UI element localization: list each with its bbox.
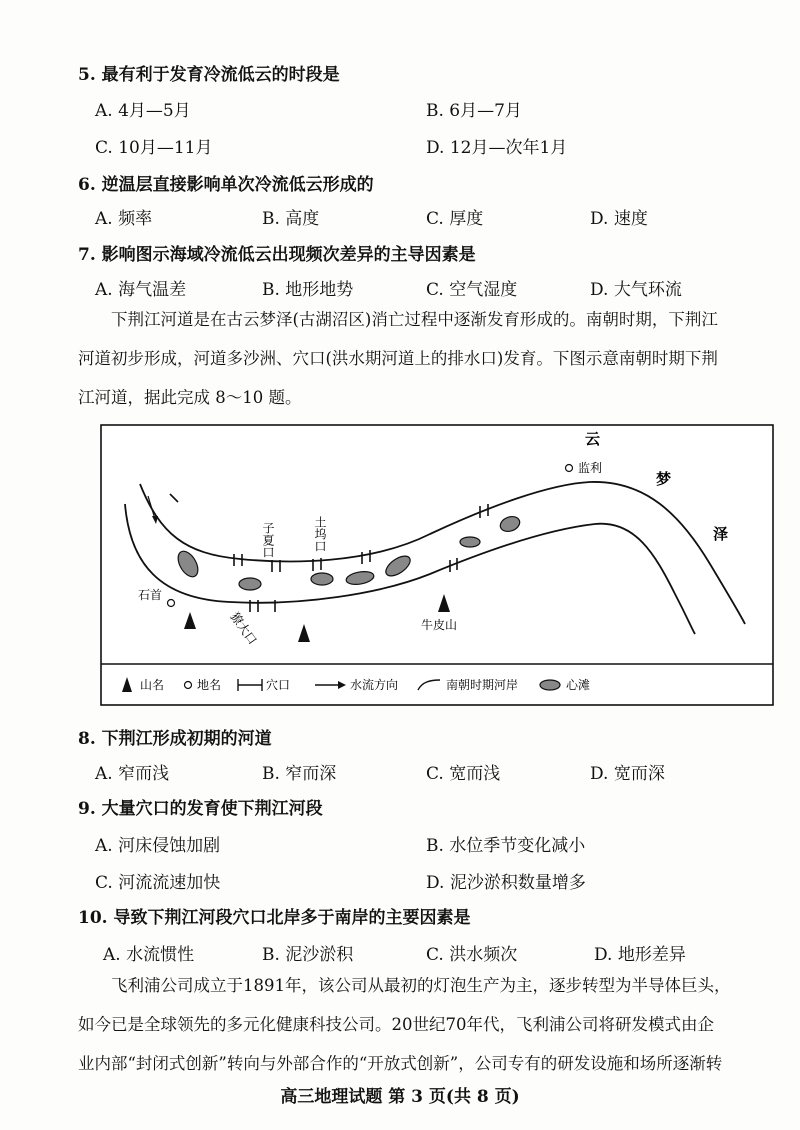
q9-option-d: D. 泥沙淤积数量增多: [426, 873, 586, 893]
page-footer: 高三地理试题 第 3 页(共 8 页): [280, 1087, 520, 1107]
label-tuwukou: 土坞口: [313, 516, 327, 552]
legend-place-icon: [185, 682, 192, 689]
jingjiang-river-map: [100, 424, 774, 706]
legend-bank-label: 南朝时期河岸: [446, 678, 519, 692]
shoal-3: [311, 573, 333, 585]
q9-option-c: C. 河流流速加快: [95, 873, 221, 893]
q5-option-a: A. 4月—5月: [95, 101, 191, 121]
q6-option-a: A. 频率: [95, 209, 153, 229]
q8-option-b: B. 窄而深: [262, 764, 337, 784]
question-8-stem: 8. 下荆江形成初期的河道: [78, 729, 272, 749]
place-shishou-marker: [168, 600, 175, 607]
q10-option-a: A. 水流惯性: [103, 945, 195, 965]
legend-flow-label: 水流方向: [350, 678, 399, 692]
legend-mountain-label: 山名: [140, 678, 165, 692]
shoal-6: [460, 537, 480, 547]
label-yun: 云: [585, 430, 601, 448]
legend-outlet-label: 穴口: [266, 678, 291, 692]
place-jianli-marker: [566, 465, 573, 472]
legend-shoal-label: 心滩: [566, 678, 591, 692]
q7-option-c: C. 空气湿度: [426, 280, 518, 300]
question-6-stem: 6. 逆温层直接影响单次冷流低云形成的: [78, 175, 374, 195]
label-jianli: 监利: [578, 461, 603, 475]
q7-option-a: A. 海气温差: [95, 280, 187, 300]
label-meng: 梦: [656, 470, 672, 488]
q8-option-d: D. 宽而深: [590, 764, 665, 784]
legend-place-label: 地名: [197, 678, 222, 692]
question-10-stem: 10. 导致下荆江河段穴口北岸多于南岸的主要因素是: [78, 908, 471, 928]
passage-jingjiang-line-3: 江河道，据此完成 8～10 题。: [78, 388, 302, 407]
q7-option-b: B. 地形地势: [262, 280, 354, 300]
shoal-2: [239, 578, 261, 590]
q9-option-b: B. 水位季节变化减小: [426, 836, 586, 856]
passage-philips-line-2: 如今已是全球领先的多元化健康科技公司。20世纪70年代，飞利浦公司将研发模式由企: [78, 1015, 714, 1034]
question-9-stem: 9. 大量穴口的发育使下荆江河段: [78, 799, 323, 819]
passage-philips: [78, 966, 768, 1083]
q6-option-b: B. 高度: [262, 209, 320, 229]
question-5-stem: 5. 最有利于发育冷流低云的时段是: [78, 65, 340, 85]
q10-option-d: D. 地形差异: [594, 945, 686, 965]
label-niupishan: 牛皮山: [421, 618, 458, 632]
label-shishou: 石首: [138, 588, 163, 602]
q6-option-c: C. 厚度: [426, 209, 484, 229]
q8-option-c: C. 宽而浅: [426, 764, 501, 784]
passage-jingjiang-line-2: 河道初步形成，河道多沙洲、穴口(洪水期河道上的排水口)发育。下图示意南朝时期下荆: [78, 349, 718, 368]
map-frame: [101, 425, 773, 705]
q6-option-d: D. 速度: [590, 209, 648, 229]
label-lidakou: 獠大口: [227, 609, 260, 648]
passage-philips-line-1: 飞利浦公司成立于1891年，该公司从最初的灯泡生产为主，逐步转型为半导体巨头，: [111, 976, 731, 995]
q10-option-b: B. 泥沙淤积: [262, 945, 354, 965]
passage-philips-line-3: 业内部“封闭式创新”转向与外部合作的“开放式创新”，公司专有的研发设施和场所逐渐转: [78, 1054, 723, 1073]
q9-option-a: A. 河床侵蚀加剧: [95, 836, 221, 856]
q10-option-c: C. 洪水频次: [426, 945, 518, 965]
label-ze: 泽: [713, 525, 729, 543]
passage-jingjiang-line-1: 下荆江河道是在古云梦泽(古湖沼区)消亡过程中逐渐发育形成的。南朝时期，下荆江: [111, 310, 718, 329]
q5-option-d: D. 12月—次年1月: [426, 138, 568, 158]
q5-option-b: B. 6月—7月: [426, 101, 522, 121]
question-7-stem: 7. 影响图示海域冷流低云出现频次差异的主导因素是: [78, 245, 476, 265]
q7-option-d: D. 大气环流: [590, 280, 682, 300]
passage-jingjiang: [78, 300, 768, 417]
q8-option-a: A. 窄而浅: [95, 764, 170, 784]
label-zixiakou: 子夏口: [261, 522, 275, 558]
legend-shoal-icon: [540, 680, 560, 690]
q5-option-c: C. 10月—11月: [95, 138, 213, 158]
